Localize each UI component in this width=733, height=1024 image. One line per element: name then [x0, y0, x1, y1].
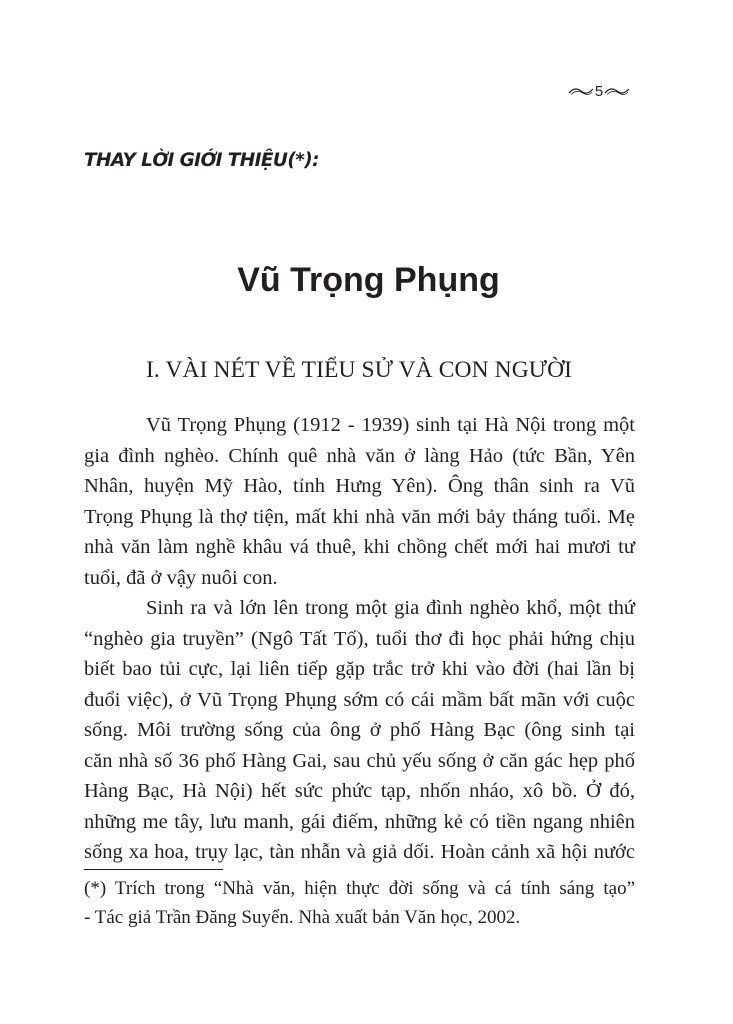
intro-label: THAY LỜI GIỚI THIỆU(*):: [84, 150, 319, 171]
text-line: gia đình nghèo. Chính quê nhà văn ở làng Hảo (tức Bần, Yên: [84, 444, 635, 467]
swash-ornament-left-icon: [568, 86, 594, 96]
text-line: tuổi, đã ở vậy nuôi con.: [84, 566, 278, 589]
text-line: sống xa hoa, trụy lạc, tàn nhẫn và giả dối. Hoàn cảnh xã hội nước: [84, 841, 635, 863]
swash-ornament-right-icon: [604, 86, 630, 96]
paragraph-1: [84, 410, 635, 593]
footnote-line: - Tác giả Trần Đăng Suyển. Nhà xuất bản Văn học, 2002.: [84, 906, 521, 928]
text-line: Sinh ra và lớn lên trong một gia đình nghèo khổ, một thứ: [146, 597, 635, 619]
text-line: sống. Môi trường sống của ông ở phố Hàng Bạc (ông sinh tại: [84, 719, 635, 741]
text-line: “nghèo gia truyền” (Ngô Tất Tố), tuổi thơ đi học phải hứng chịu: [84, 627, 635, 650]
page-number-value: 5: [594, 82, 604, 100]
text-line: Nhân, huyện Mỹ Hào, tỉnh Hưng Yên). Ông thân sinh ra Vũ: [84, 475, 635, 497]
text-line: Hàng Bạc, Hà Nội) hết sức phức tạp, nhốn nháo, xô bồ. Ở đó,: [84, 780, 635, 802]
text-line: đuổi việc), ở Vũ Trọng Phụng sớm có cái mầm bất mãn với cuộc: [84, 688, 635, 711]
footnote-line: (*) Trích trong “Nhà văn, hiện thực đời sống và cá tính sáng tạo”: [84, 878, 635, 899]
footnote: [84, 875, 635, 932]
page-number: [562, 80, 636, 102]
body-text: [84, 410, 635, 868]
text-line: Vũ Trọng Phụng (1912 - 1939) sinh tại Hà Nội trong một: [146, 414, 635, 436]
paragraph-2: [84, 593, 635, 868]
text-line: Trọng Phụng là thợ tiện, mất khi nhà văn mới bảy tháng tuổi. Mẹ: [84, 505, 635, 528]
text-line: biết bao tủi cực, lại liên tiếp gặp trắc trở khi vào đời (hai lần bị: [84, 658, 635, 680]
text-line: nhà văn làm nghề khâu vá thuê, khi chồng chết mới hai mươi tư: [84, 536, 635, 558]
footnote-divider: [84, 869, 223, 870]
section-heading: I. VÀI NÉT VỀ TIỂU SỬ VÀ CON NGƯỜI: [146, 357, 573, 383]
text-line: căn nhà số 36 phố Hàng Gai, sau chủ yếu sống ở căn gác hẹp phố: [84, 749, 635, 772]
text-line: những me tây, lưu manh, gái điếm, những kẻ có tiền ngang nhiên: [84, 810, 635, 833]
chapter-title: Vũ Trọng Phụng: [237, 261, 500, 299]
